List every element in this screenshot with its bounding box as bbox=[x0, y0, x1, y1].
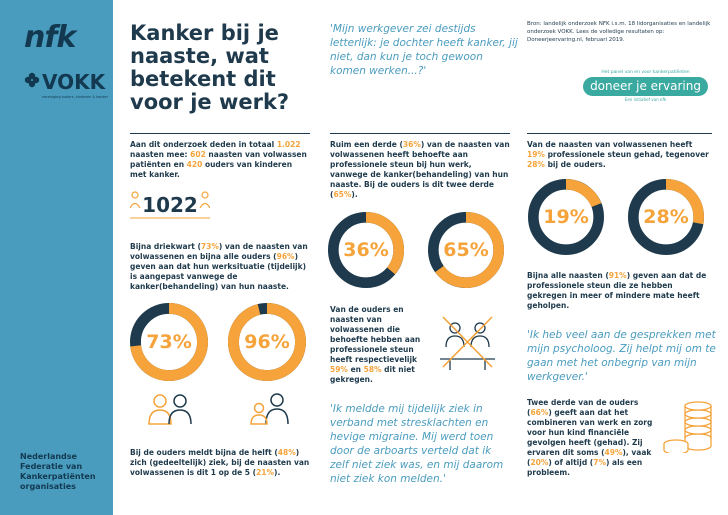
page-title: Kanker bij je naaste, wat betekent dit voor je werk? bbox=[130, 21, 290, 114]
dje-tagline: Het panel van en voor kankerpatiënten bbox=[601, 70, 690, 75]
donut-label: 19% bbox=[543, 206, 589, 228]
divider bbox=[527, 133, 712, 134]
not-received-text: Van de ouders en naasten van volwassenen die behoefte hebben aan professionele steun heeft respectievelijk 59% en 58% dit niet gekregen. bbox=[330, 305, 421, 384]
donut-label: 73% bbox=[146, 331, 192, 353]
participant-count: 1022 bbox=[142, 193, 198, 217]
psychologist-quote: 'Ik heb veel aan de gesprekken met mijn psycholoog. Zij helpt mij om te gaan met het onbegrip van mijn werkgever.' bbox=[527, 329, 716, 383]
dje-subline: Een initiatief van nfk bbox=[624, 97, 667, 102]
sidebar bbox=[0, 0, 113, 515]
donut-label: 96% bbox=[244, 331, 290, 353]
donut-96 bbox=[228, 303, 306, 381]
dje-badge: doneer je ervaring bbox=[583, 77, 708, 96]
clover-icon bbox=[24, 72, 40, 88]
donut-36 bbox=[328, 212, 404, 288]
support-received-text: Van de naasten van volwassenen heeft 19% professionele steun gehad, tegenover 28% bij de ouders. bbox=[527, 140, 709, 169]
parent-icon bbox=[145, 392, 195, 430]
adult-child-icon bbox=[245, 392, 295, 430]
doneer-je-ervaring-logo[interactable] bbox=[583, 70, 708, 102]
crossed-people-icon bbox=[440, 315, 495, 370]
donut-19 bbox=[528, 179, 604, 255]
divider bbox=[330, 133, 510, 134]
adjusted-work-text: Bijna driekwart (73%) van de naasten van volwassenen en bijna alle ouders (96%) geven aan dat hun werksituatie (tijdelijk) is aangepast vanwege de kanker(behandeling) van hun naaste. bbox=[130, 242, 308, 291]
coins-icon bbox=[660, 398, 720, 453]
intro-text: Aan dit onderzoek deden in totaal 1.022 naasten mee: 602 naasten van volwassen patiënten en 420 ouders van kinderen met kanker. bbox=[130, 140, 307, 179]
org-name: Nederlandse Federatie van Kankerpatiënten organisaties bbox=[20, 452, 96, 491]
divider bbox=[130, 133, 310, 134]
vokk-logo-text: VOKK bbox=[42, 70, 106, 94]
donut-28 bbox=[628, 179, 704, 255]
need-support-text: Ruim een derde (36%) van de naasten van volwassenen heeft behoefte aan professionele steun bij hun werk, vanwege de kanker(behandeling) van hun naaste. Bij de ouders is dit twee derde (65%). bbox=[330, 140, 510, 199]
donut-65 bbox=[428, 212, 504, 288]
sick-leave-text: Bij de ouders meldt bijna de helft (48%) zich (gedeeltelijk) ziek, bij de naasten van volwassenen is dit 1 op de 5 (21%). bbox=[130, 448, 310, 477]
vokk-logo[interactable] bbox=[24, 70, 108, 99]
nfk-logo[interactable]: nfk bbox=[24, 20, 76, 55]
financial-text: Twee derde van de ouders (66%) geeft aan dat het combineren van werk en zorg voor hun kind financiële gevolgen heeft (gehad). Zij ervaren dit soms (49%), vaak (20%) of altijd (7%) als een probleem. bbox=[527, 398, 653, 477]
support-helped-text: Bijna alle naasten (91%) geven aan dat de professionele steun die ze hebben gekregen in meer of mindere mate heeft geholpen. bbox=[527, 271, 707, 310]
donut-label: 65% bbox=[443, 239, 489, 261]
donut-73 bbox=[130, 303, 208, 381]
header-quote: 'Mijn werkgever zei destijds letterlijk: je dochter heeft kanker, jij niet, dan kun je toch gewoon komen werken...?' bbox=[330, 23, 518, 77]
source-note: Bron: landelijk onderzoek NFK i.s.m. 18 lidorganisaties en landelijk onderzoek VOKK. Lees de volledige resultaten op: Doneerjeervaring.nl, februari 2019. bbox=[527, 21, 711, 43]
sick-leave-quote: 'Ik meldde mij tijdelijk ziek in verband met stresklachten en hevige migraine. Mij werd toen door de arboarts verteld dat ik zelf niet ziek was, en mij daarom niet ziek kon melden.' bbox=[330, 403, 504, 485]
donut-label: 28% bbox=[643, 206, 689, 228]
vokk-logo-subtitle: vereniging ouders, kinderen & kanker bbox=[42, 95, 109, 99]
donut-label: 36% bbox=[343, 239, 389, 261]
